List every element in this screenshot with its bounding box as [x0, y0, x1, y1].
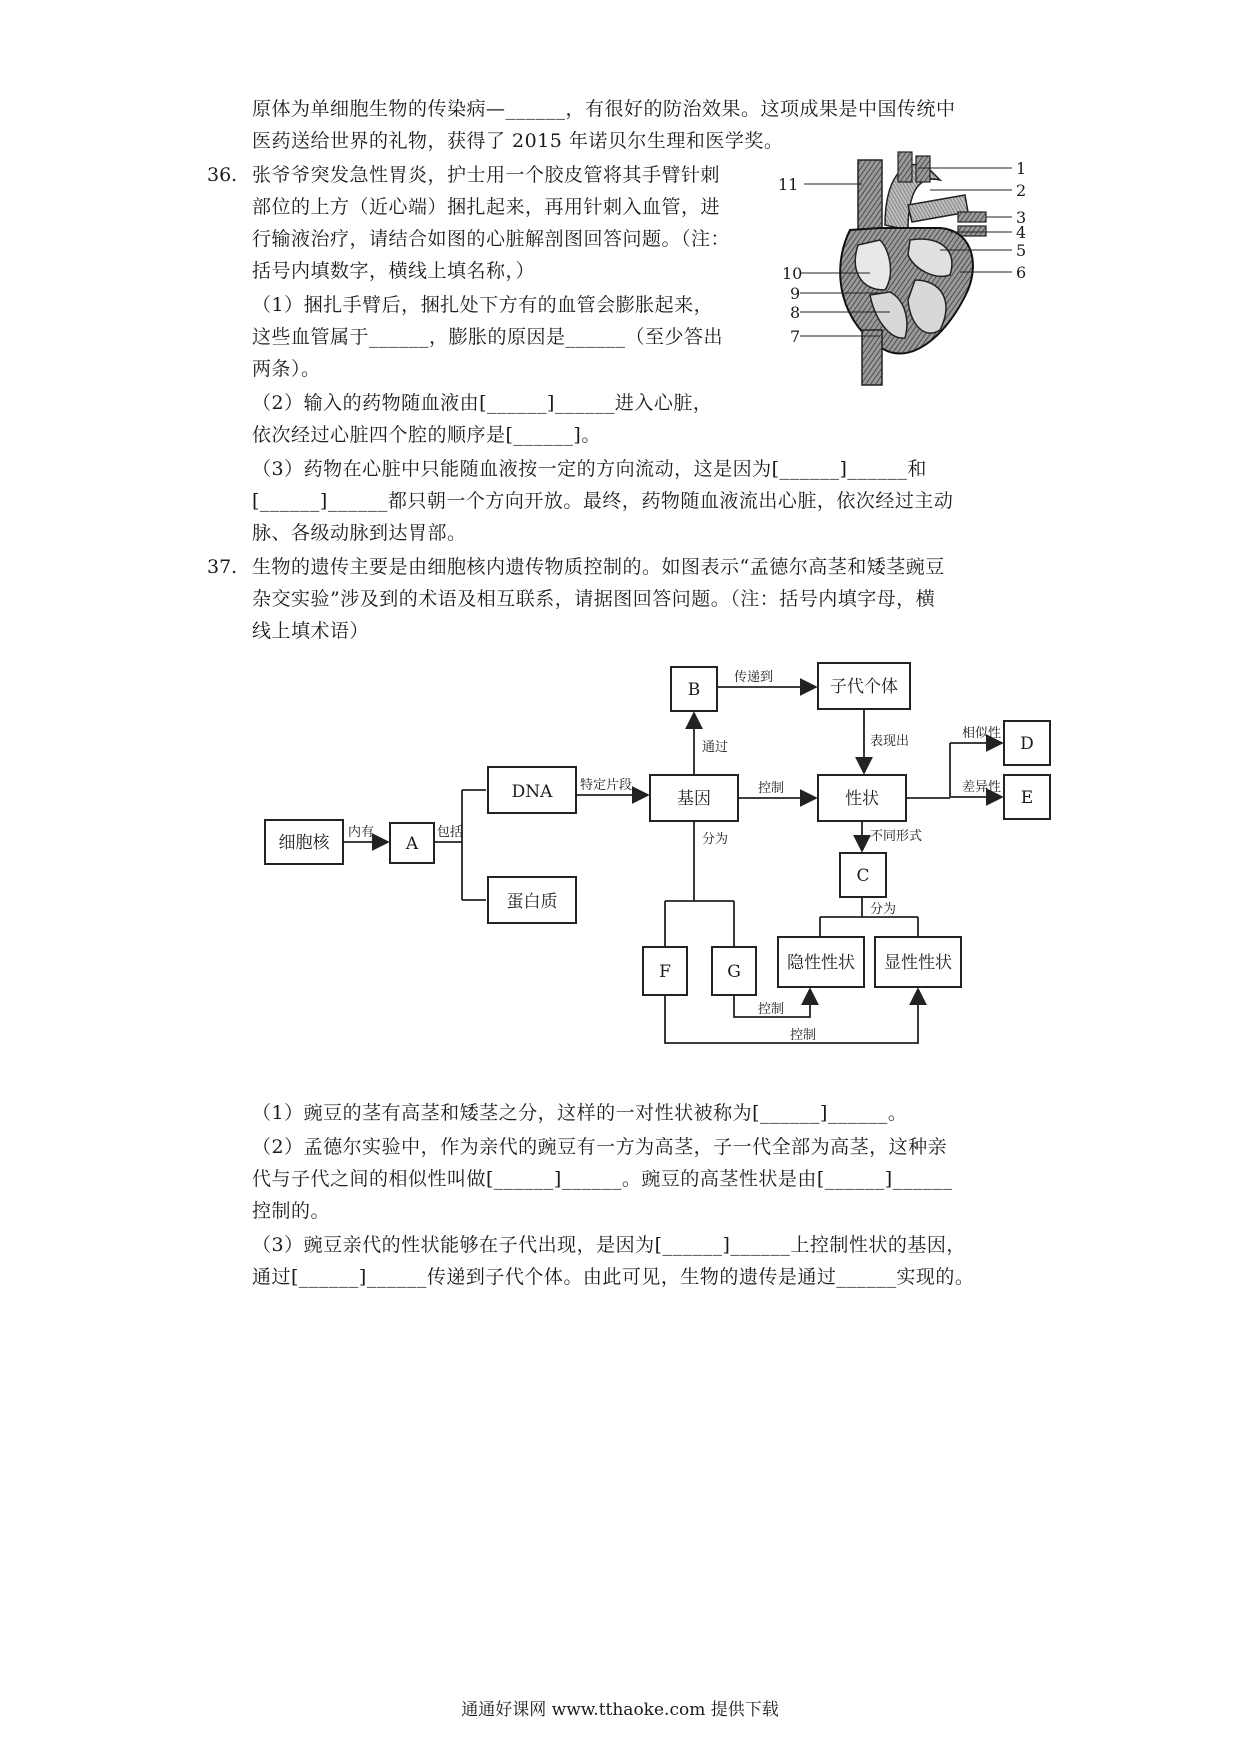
heart-label-10: 10	[782, 264, 803, 283]
edge-control1: 控制	[758, 781, 785, 796]
edge-includes: 包括	[437, 825, 464, 840]
edge-divide1: 分为	[702, 832, 729, 847]
heart-label-2: 2	[1016, 181, 1027, 200]
label-offspring: 子代个体	[830, 677, 898, 697]
q36-sub3-line: 脉、各级动脉到达胃部。	[252, 522, 467, 544]
q37-line: 杂交实验”涉及到的术语及相互联系，请据图回答问题。（注：括号内填字母，横	[252, 588, 936, 610]
edge-segment: 特定片段	[580, 778, 633, 793]
q36-sub2-line: 依次经过心脏四个腔的顺序是[______]。	[252, 424, 601, 446]
edge-control3: 控制	[790, 1028, 817, 1043]
label-G: G	[727, 962, 741, 982]
q36-sub1-line: 这些血管属于______，膨胀的原因是______（至少答出	[252, 326, 724, 348]
q36-sub1-line: （1）捆扎手臂后，捆扎处下方有的血管会膨胀起来，	[252, 294, 714, 316]
genetics-diagram	[250, 655, 1070, 1059]
q36-line: 行输液治疗，请结合如图的心脏解剖图回答问题。（注：	[252, 228, 731, 250]
edge-contains: 内有	[348, 825, 375, 840]
heart-label-5: 5	[1016, 241, 1027, 260]
label-nucleus: 细胞核	[278, 833, 330, 853]
label-dominant: 显性性状	[884, 953, 952, 973]
q36-line: 括号内填数字，横线上填名称，）	[252, 260, 536, 282]
q37-number: 37.	[207, 556, 238, 578]
heart-label-11: 11	[778, 175, 799, 194]
edge-transfer: 传递到	[734, 670, 774, 685]
heart-label-8: 8	[790, 303, 801, 322]
edge-diff: 差异性	[962, 780, 1002, 795]
label-B: B	[687, 680, 701, 700]
heart-diagram	[778, 150, 1050, 394]
q36-line: 张爷爷突发急性胃炎，护士用一个胶皮管将其手臂针刺	[252, 164, 721, 186]
label-trait: 性状	[845, 789, 879, 809]
q37-sub2-line: 代与子代之间的相似性叫做[______]______。豌豆的高茎性状是由[______]______	[252, 1168, 953, 1190]
label-gene: 基因	[677, 789, 711, 809]
edge-divide2: 分为	[870, 902, 897, 917]
q36-number: 36.	[207, 164, 238, 186]
label-C: C	[856, 866, 870, 886]
edge-control2: 控制	[758, 1002, 785, 1017]
intro-line-2: 医药送给世界的礼物，获得了 2015 年诺贝尔生理和医学奖。	[252, 130, 784, 152]
heart-label-1: 1	[1016, 159, 1027, 178]
edge-show: 表现出	[870, 734, 910, 749]
q37-sub3-line: 通过[______]______传递到子代个体。由此可见，生物的遗传是通过______实现的。	[252, 1266, 975, 1288]
q36-sub3-line: [______]______都只朝一个方向开放。最终，药物随血液流出心脏，依次经过主动	[252, 490, 954, 512]
q37-sub2-line: 控制的。	[252, 1200, 331, 1222]
q37-sub2-line: （2）孟德尔实验中，作为亲代的豌豆有一方为高茎，子一代全部为高茎，这种亲	[252, 1136, 948, 1158]
heart-label-4: 4	[1016, 223, 1027, 242]
label-protein: 蛋白质	[506, 892, 558, 912]
q37-line: 线上填术语）	[252, 620, 370, 642]
q36-line: 部位的上方（近心端）捆扎起来，再用针刺入血管，进	[252, 196, 721, 218]
q36-sub1-line: 两条）。	[252, 358, 321, 380]
q37-line: 生物的遗传主要是由细胞核内遗传物质控制的。如图表示“孟德尔高茎和矮茎豌豆	[252, 556, 945, 578]
heart-label-6: 6	[1016, 263, 1027, 282]
q37-sub1: （1）豌豆的茎有高茎和矮茎之分，这样的一对性状被称为[______]______。	[252, 1102, 908, 1124]
label-recessive: 隐性性状	[787, 953, 855, 973]
label-F: F	[659, 962, 671, 982]
heart-label-9: 9	[790, 284, 801, 303]
edge-forms: 不同形式	[870, 829, 923, 844]
q36-sub2-line: （2）输入的药物随血液由[______]______进入心脏，	[252, 392, 713, 414]
heart-label-3: 3	[1016, 208, 1027, 227]
page-footer: 通通好课网 www.tthaoke.com 提供下载	[461, 1700, 779, 1720]
intro-line-1: 原体为单细胞生物的传染病—______，有很好的防治效果。这项成果是中国传统中	[252, 98, 956, 120]
edge-similar: 相似性	[962, 726, 1002, 741]
edge-via: 通过	[702, 740, 729, 755]
heart-label-7: 7	[790, 327, 801, 346]
label-dna: DNA	[511, 782, 553, 802]
label-E: E	[1020, 788, 1034, 808]
label-D: D	[1020, 734, 1034, 754]
q36-sub3-line: （3）药物在心脏中只能随血液按一定的方向流动，这是因为[______]______和	[252, 458, 927, 480]
label-A: A	[405, 834, 419, 854]
q37-sub3-line: （3）豌豆亲代的性状能够在子代出现，是因为[______]______上控制性状的基因，	[252, 1234, 966, 1256]
